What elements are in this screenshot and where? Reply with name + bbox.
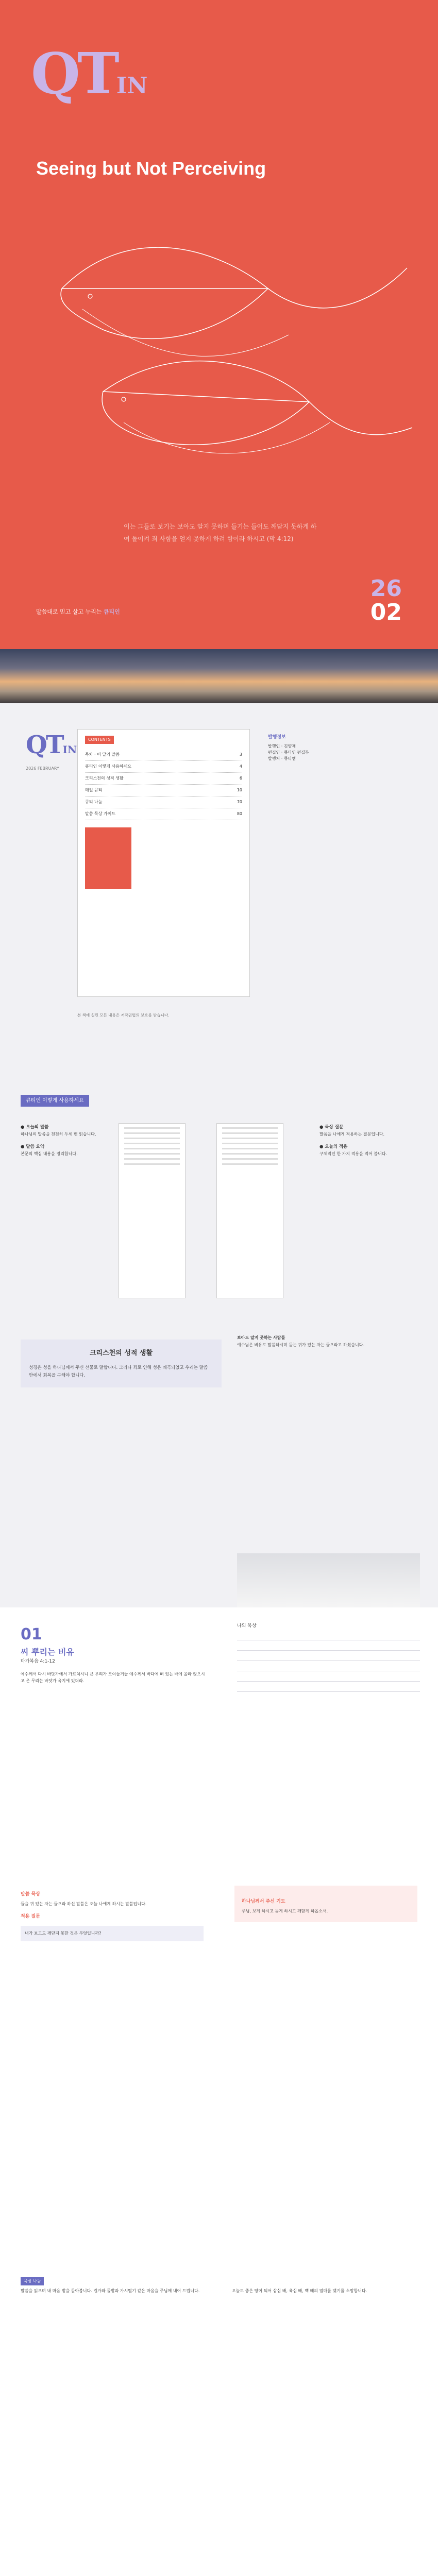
guide-banner: 큐티인 이렇게 사용하세요 [21,1095,89,1107]
reading-left [21,1886,204,1941]
note-line[interactable] [237,1630,420,1640]
intro-title: 크리스천의 성적 생활 [89,1349,153,1357]
guide-item-body: 하나님의 말씀을 천천히 두세 번 읽습니다. [21,1131,96,1137]
guide-left-column [21,1118,103,1158]
info-line: 발행처 · 큐티엠 [268,756,296,761]
tagline-brand: 큐티인 [103,608,120,615]
toc-row-page: 3 [239,752,242,757]
qtin-logo [31,31,148,116]
reading-text: 들을 귀 있는 자는 들으라 하신 말씀은 오늘 나에게 하시는 말씀입니다. [21,1902,147,1907]
toc-logo-sub: IN [62,743,77,756]
toc-row-label: 크리스천의 성적 생활 [85,776,124,781]
guide-item-body: 본문의 핵심 내용을 정리합니다. [21,1151,78,1156]
copyright-note: 본 책에 실린 모든 내용은 저작권법의 보호를 받습니다. [77,1013,170,1018]
cover-tagline [36,608,120,617]
reading-heading: 적용 질문 [21,1913,40,1919]
toc-row-page: 80 [237,811,242,816]
prayer-box [234,1886,417,1922]
cover-verse: 이는 그들로 보기는 보아도 알지 못하며 들기는 들어도 깨닫지 못하게 하여 돌이켜 죄 사함을 얻지 못하게 하려 함이라 하시고 (막 4:12) [124,523,317,543]
intro-body: 성경은 성을 하나님께서 주신 선물로 말합니다. 그러나 죄로 인해 성은 왜곡되었고 우리는 말씀 안에서 회복을 구해야 합니다. [29,1365,208,1378]
note-line[interactable] [237,1682,420,1692]
cover-thumbnail [85,827,131,889]
sunset-photo [0,649,438,703]
toc-row[interactable] [85,773,242,785]
toc-row[interactable] [85,796,242,808]
toc-head: CONTENTS [85,736,114,744]
toc-row-label: 말씀 묵상 가이드 [85,811,116,816]
day-title: 씨 뿌리는 비유 [21,1647,74,1657]
intro-right-body: 예수님은 비유로 말씀하시며 듣는 귀가 있는 자는 들으라고 하셨습니다. [237,1342,364,1347]
info-line: 편집인 · 큐티인 편집부 [268,750,309,755]
note-line[interactable] [237,1651,420,1661]
sharing-left: 말씀을 읽으며 내 마음 밭을 돌아봅니다. 길가와 돌밭과 가시떨기 같은 마음을 주님께 내어 드립니다. [21,2289,200,2293]
toc-box [77,729,250,997]
toc-row-label: 매일 큐티 [85,788,103,792]
reading-heading: 말씀 묵상 [21,1892,40,1897]
reading-spread [0,1865,438,2257]
note-line[interactable] [237,1661,420,1671]
note-line[interactable] [237,1671,420,1682]
info-line: 발행인 · 김양재 [268,743,296,749]
prayer-text: 주님, 보게 하시고 듣게 하시고 깨닫게 하옵소서. [242,1909,328,1914]
cover [0,0,438,649]
toc-logo-main: QT [26,731,63,759]
toc-row-page: 10 [237,788,242,792]
toc-issue-date: 2026 FEBRUARY [26,766,59,771]
logo-sub: IN [116,73,148,99]
toc-row-page: 6 [239,776,242,781]
toc-cover-thumb [85,827,242,889]
publication-info [268,729,417,762]
intro-box [21,1340,222,1387]
notes-area[interactable] [237,1623,420,1692]
notes-label: 나의 묵상 [237,1623,257,1629]
tagline-prefix: 말씀대로 믿고 살고 누리는 [36,608,102,615]
toc-row[interactable] [85,761,242,773]
guide-right-column [319,1118,417,1158]
day-number: 01 [21,1625,42,1643]
table-of-contents [0,703,438,1082]
intro-spread [0,1319,438,1607]
day-reference: 마가복음 4:1-12 [21,1659,55,1664]
toc-row-page: 4 [239,764,242,769]
info-title: 발행정보 [268,735,286,740]
day-scripture: 예수께서 다시 바닷가에서 가르치시니 큰 무리가 모여들거늘 예수께서 바다에 떠 있는 배에 올라 앉으시고 온 무리는 바닷가 육지에 있더라. [21,1671,205,1684]
laptop-photo [237,1553,420,1610]
cover-title: Seeing but Not Perceiving [36,158,266,179]
intro-left [21,1340,222,1387]
guide-item-title: ● 오늘의 적용 [319,1144,348,1150]
prayer-title: 하나님께서 주신 기도 [242,1899,285,1904]
guide-item-title: ● 오늘의 말씀 [21,1125,49,1130]
intro-right-title: 보아도 알지 못하는 사람들 [237,1335,285,1340]
toc-row-label: 큐티인 이렇게 사용하세요 [85,764,132,769]
intro-right [237,1334,420,1348]
toc-row-label: 큐티 나눔 [85,800,103,804]
toc-row[interactable] [85,749,242,761]
section-tag: 묵상 나눔 [21,2277,44,2285]
guide-item-body: 구체적인 한 가지 적용을 적어 봅니다. [319,1151,388,1156]
guide-item-body: 말씀을 나에게 적용하는 질문입니다. [319,1131,385,1137]
sharing-right: 오늘도 좋은 땅이 되어 삼십 배, 육십 배, 백 배의 열매를 맺기를 소망합니다. [232,2289,367,2293]
logo-main: QT [31,40,116,107]
daily-devotion [0,1607,438,1865]
issue-number [370,577,402,624]
page-mockup [216,1123,283,1298]
toc-row[interactable] [85,808,242,820]
guide-item-title: ● 묵상 질문 [319,1125,344,1130]
note-line[interactable] [237,1640,420,1651]
issue-year: 26 [370,575,402,602]
page-mockup [119,1123,186,1298]
issue-month: 02 [370,599,402,626]
toc-row[interactable] [85,785,242,796]
sharing-spread [0,2257,438,2576]
usage-guide [0,1082,438,1319]
guide-item-title: ● 말씀 요약 [21,1144,45,1150]
reading-right [234,1886,417,1922]
toc-row-page: 70 [237,800,242,804]
toc-row-label: 목차 · 이 달의 말씀 [85,752,120,757]
reading-question: 내가 보고도 깨닫지 못한 것은 무엇입니까? [21,1926,204,1941]
